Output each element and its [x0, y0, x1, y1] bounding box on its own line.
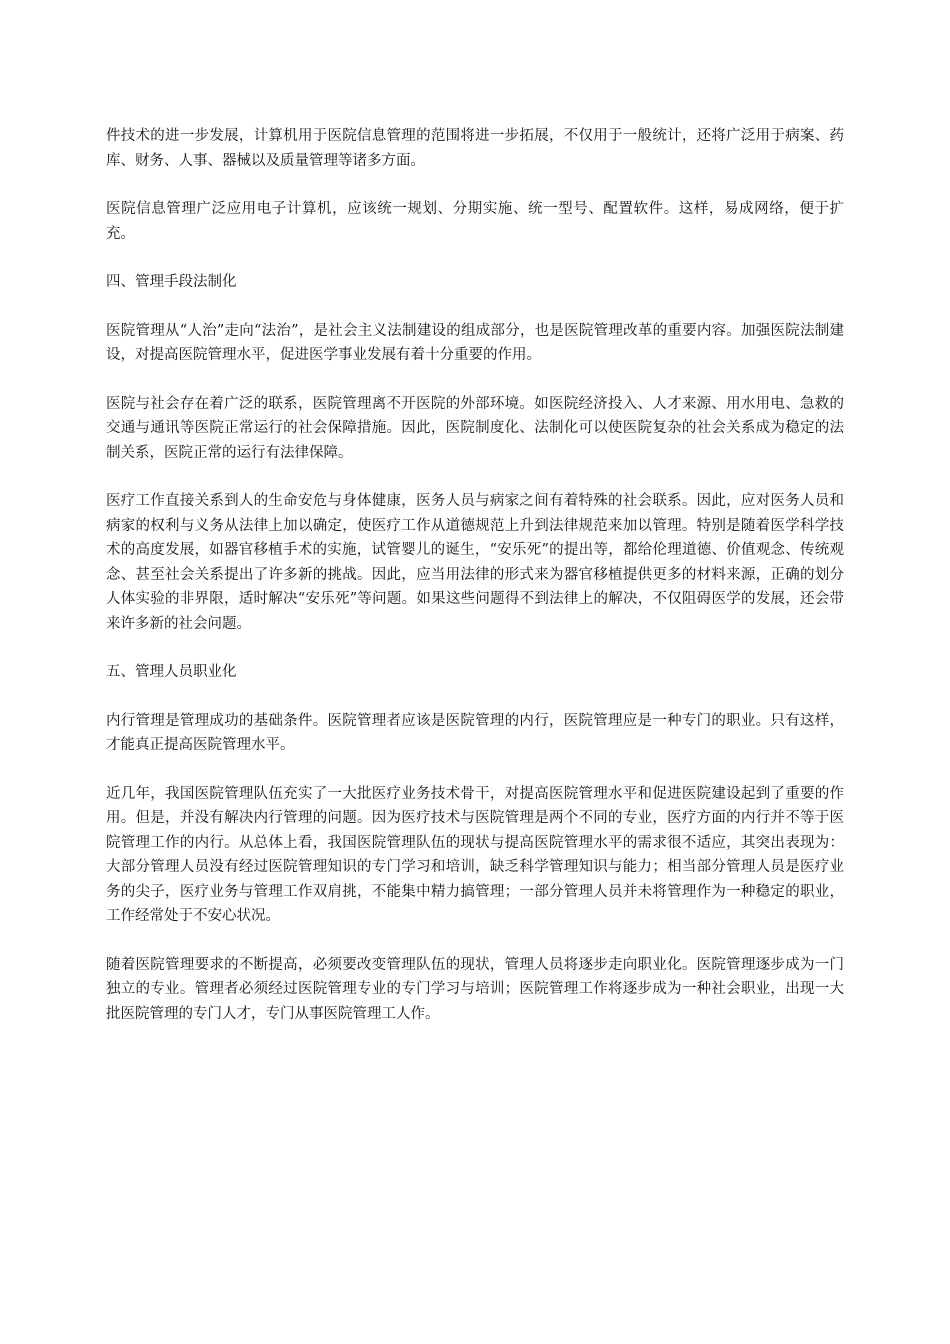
paragraph-medical-ethics-law: 医疗工作直接关系到人的生命安危与身体健康，医务人员与病家之间有着特殊的社会联系。因此，应对医务人员和病家的权利与义务从法律上加以确定，使医疗工作从道德规范上升到法律规范来加以管理。特别是随着医学科学技术的高度发展，如器官移植手术的实施，试管婴儿的诞生，“安乐死”的提出等，都给伦理道德、价值观念、传统观念、甚至社会关系提出了许多新的挑战。因此，应当用法律的形式来为器官移植提供更多的材料来源，正确的划分人体实验的非界限，适时解决“安乐死”等问题。如果这些问题得不到法律上的解决，不仅阻碍医学的发展，还会带来许多新的社会问题。: [106, 493, 844, 632]
paragraph-computer-planning: 医院信息管理广泛应用电子计算机，应该统一规划、分期实施、统一型号、配置软件。这样，易成网络，便于扩充。: [106, 201, 844, 242]
section-heading-legalization: 四、管理手段法制化: [106, 274, 237, 290]
paragraph-social-relations: 医院与社会存在着广泛的联系，医院管理离不开医院的外部环境。如医院经济投入、人才来源、用水用电、急救的交通与通讯等医院正常运行的社会保障措施。因此，医院制度化、法制化可以使医院复杂的社会关系成为稳定的法制关系，医院正常的运行有法律保障。: [106, 395, 844, 461]
paragraph-future-professionalization: 随着医院管理要求的不断提高，必须要改变管理队伍的现状，管理人员将逐步走向职业化。医院管理逐步成为一门独立的专业。管理者必须经过医院管理专业的专门学习与培训；医院管理工作将逐步成为一种社会职业，出现一大批医院管理的专门人才，专门从事医院管理工人作。: [106, 956, 844, 1022]
paragraph-current-situation: 近几年，我国医院管理队伍充实了一大批医疗业务技术骨干，对提高医院管理水平和促进医院建设起到了重要的作用。但是，并没有解决内行管理的问题。因为医疗技术与医院管理是两个不同的专业，医疗方面的内行并不等于医院管理工作的内行。从总体上看，我国医院管理队伍的现状与提高医院管理水平的需求很不适应，其突出表现为：大部分管理人员没有经过医院管理知识的专门学习和培训，缺乏科学管理知识与能力；相当部分管理人员是医疗业务的尖子，医疗业务与管理工作双肩挑，不能集中精力搞管理；一部分管理人员并未将管理作为一种稳定的职业，工作经常处于不安心状况。: [106, 785, 844, 924]
section-heading-professionalization: 五、管理人员职业化: [106, 664, 237, 680]
document-body: [106, 124, 844, 1050]
paragraph-expert-management: 内行管理是管理成功的基础条件。医院管理者应该是医院管理的内行，医院管理应是一种专门的职业。只有这样，才能真正提高医院管理水平。: [106, 712, 844, 753]
paragraph-rule-of-law: 医院管理从“人治”走向“法治”，是社会主义法制建设的组成部分，也是医院管理改革的重要内容。加强医院法制建设，对提高医院管理水平，促进医学事业发展有着十分重要的作用。: [106, 322, 844, 363]
paragraph-computer-scope: 件技术的进一步发展，计算机用于医院信息管理的范围将进一步拓展，不仅用于一般统计，还将广泛用于病案、药库、财务、人事、器械以及质量管理等诸多方面。: [106, 128, 844, 169]
